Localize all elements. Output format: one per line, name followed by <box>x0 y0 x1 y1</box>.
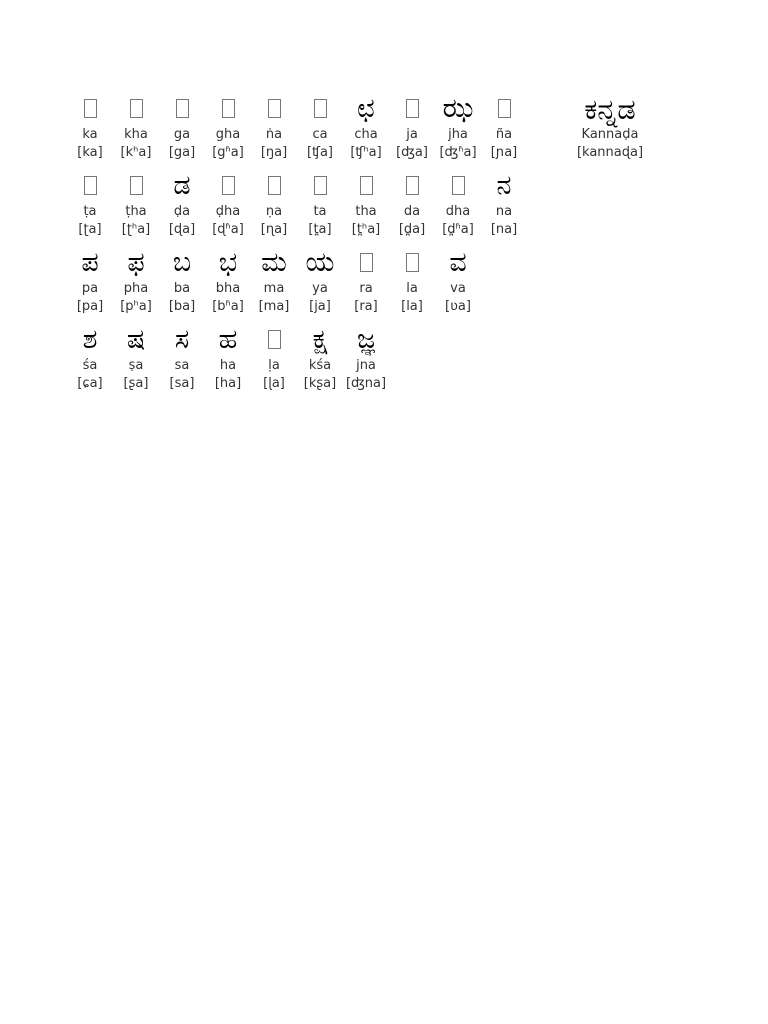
consonant-romanization: va <box>450 281 466 296</box>
consonant-cell <box>435 246 481 323</box>
consonant-cell <box>205 246 251 323</box>
consonant-cell <box>389 169 435 246</box>
consonant-romanization: cha <box>354 127 378 142</box>
consonant-row <box>67 246 527 323</box>
consonant-ipa: [ka] <box>77 145 103 160</box>
consonant-cell <box>251 323 297 400</box>
consonant-romanization: ka <box>82 127 98 142</box>
consonant-cell <box>205 323 251 400</box>
consonant-cell <box>389 246 435 323</box>
consonant-romanization: jna <box>356 358 376 373</box>
consonant-ipa: [ɭa] <box>263 376 285 391</box>
consonant-ipa: [kʂa] <box>303 376 337 391</box>
consonant-ipa: [ɖa] <box>168 222 196 237</box>
missing-glyph-box <box>113 169 159 203</box>
consonant-cell <box>205 169 251 246</box>
consonant-ipa: [ɖʱa] <box>212 222 244 237</box>
consonant-ipa: [ʤa] <box>396 145 428 160</box>
missing-glyph-box <box>343 246 389 280</box>
consonant-romanization: ca <box>312 127 328 142</box>
consonant-cell <box>343 169 389 246</box>
missing-glyph-box <box>389 92 435 126</box>
consonant-ipa: [ba] <box>168 299 196 314</box>
language-title-name: Kannaḍa <box>581 127 639 142</box>
missing-glyph-box <box>67 169 113 203</box>
consonant-cell <box>297 323 343 400</box>
consonant-romanization: ra <box>359 281 373 296</box>
consonant-glyph: ನ <box>496 170 512 201</box>
consonant-cell <box>481 92 527 169</box>
consonant-ipa: [t̪a] <box>308 222 332 237</box>
missing-glyph-box <box>67 92 113 126</box>
consonant-cell <box>113 92 159 169</box>
consonant-cell <box>159 92 205 169</box>
consonant-romanization: la <box>406 281 418 296</box>
consonant-cell <box>113 323 159 400</box>
consonant-cell <box>67 169 113 246</box>
consonant-romanization: ña <box>495 127 513 142</box>
consonant-ipa: [ra] <box>354 299 378 314</box>
language-title-ipa: [kannaɖa] <box>576 145 644 160</box>
consonant-romanization: pa <box>81 281 99 296</box>
consonant-glyph: ಮ <box>261 247 287 278</box>
consonant-ipa: [t̪ʰa] <box>351 222 381 237</box>
consonant-ipa: [ɕa] <box>77 376 103 391</box>
consonant-romanization: gha <box>215 127 241 142</box>
language-title <box>566 92 654 161</box>
consonant-cell <box>251 246 297 323</box>
consonant-cell <box>67 92 113 169</box>
consonant-cell <box>205 92 251 169</box>
consonant-romanization: bha <box>215 281 241 296</box>
consonant-romanization: pha <box>123 281 149 296</box>
consonant-row <box>67 92 527 169</box>
consonant-cell <box>113 169 159 246</box>
consonant-cell <box>113 246 159 323</box>
consonant-ipa: [ja] <box>309 299 331 314</box>
missing-glyph-box <box>205 92 251 126</box>
missing-glyph-box <box>481 92 527 126</box>
consonant-ipa: [ʧʰa] <box>350 145 382 160</box>
consonant-romanization: śa <box>82 358 98 373</box>
consonant-romanization: da <box>403 204 421 219</box>
missing-glyph-box <box>435 169 481 203</box>
consonant-ipa: [pa] <box>76 299 104 314</box>
missing-glyph-box <box>251 323 297 357</box>
consonant-chart <box>67 92 527 400</box>
consonant-romanization: ja <box>406 127 418 142</box>
missing-glyph-box <box>205 169 251 203</box>
consonant-romanization: ta <box>313 204 327 219</box>
consonant-ipa: [ʧa] <box>306 145 334 160</box>
consonant-ipa: [ɳa] <box>260 222 288 237</box>
consonant-ipa: [ʋa] <box>445 299 471 314</box>
consonant-ipa: [la] <box>401 299 423 314</box>
consonant-cell <box>481 169 527 246</box>
consonant-glyph: ಕ್ಷ <box>312 324 328 355</box>
consonant-cell <box>297 246 343 323</box>
consonant-ipa: [ga] <box>168 145 196 160</box>
consonant-romanization: ṇa <box>265 204 283 219</box>
consonant-glyph: ಝ <box>442 93 474 124</box>
consonant-cell <box>297 169 343 246</box>
consonant-romanization: ṭha <box>125 204 147 219</box>
consonant-ipa: [gʱa] <box>212 145 244 160</box>
consonant-cell <box>159 323 205 400</box>
consonant-ipa: [bʱa] <box>212 299 244 314</box>
missing-glyph-box <box>297 92 343 126</box>
consonant-cell <box>343 323 389 400</box>
consonant-ipa: [ʂa] <box>123 376 149 391</box>
consonant-romanization: ba <box>173 281 191 296</box>
missing-glyph-box <box>343 169 389 203</box>
missing-glyph-box <box>251 92 297 126</box>
consonant-cell <box>343 246 389 323</box>
consonant-glyph: ಷ <box>126 324 146 355</box>
consonant-glyph: ಪ <box>81 247 99 278</box>
consonant-ipa: [ha] <box>214 376 242 391</box>
consonant-ipa: [pʰa] <box>120 299 152 314</box>
consonant-cell <box>67 323 113 400</box>
consonant-glyph: ಹ <box>218 324 238 355</box>
consonant-glyph: ಛ <box>357 93 375 124</box>
consonant-row <box>67 169 527 246</box>
consonant-romanization: na <box>495 204 513 219</box>
missing-glyph-box <box>389 246 435 280</box>
consonant-glyph: ಶ <box>82 324 98 355</box>
consonant-romanization: ḍha <box>215 204 241 219</box>
consonant-romanization: ṅa <box>265 127 283 142</box>
consonant-ipa: [ʈʰa] <box>121 222 151 237</box>
consonant-cell <box>159 169 205 246</box>
consonant-cell <box>251 169 297 246</box>
missing-glyph-box <box>113 92 159 126</box>
consonant-row <box>67 323 527 400</box>
consonant-ipa: [ŋa] <box>260 145 288 160</box>
consonant-romanization: ga <box>173 127 191 142</box>
consonant-ipa: [ɲa] <box>490 145 518 160</box>
consonant-cell <box>159 246 205 323</box>
consonant-ipa: [ʤʱa] <box>439 145 477 160</box>
consonant-romanization: ṭa <box>83 204 97 219</box>
consonant-ipa: [kʰa] <box>120 145 152 160</box>
consonant-ipa: [ma] <box>258 299 290 314</box>
missing-glyph-box <box>251 169 297 203</box>
consonant-cell <box>435 92 481 169</box>
language-title-script: ಕನ್ನಡ <box>584 92 636 126</box>
missing-glyph-box <box>159 92 205 126</box>
consonant-glyph: ಸ <box>174 324 190 355</box>
consonant-romanization: ha <box>219 358 237 373</box>
consonant-romanization: ṣa <box>128 358 144 373</box>
consonant-romanization: ya <box>312 281 328 296</box>
consonant-glyph: ಫ <box>127 247 145 278</box>
consonant-ipa: [sa] <box>169 376 195 391</box>
missing-glyph-box <box>297 169 343 203</box>
consonant-cell <box>343 92 389 169</box>
consonant-cell <box>251 92 297 169</box>
consonant-romanization: ḷa <box>268 358 280 373</box>
consonant-cell <box>297 92 343 169</box>
consonant-ipa: [na] <box>490 222 518 237</box>
consonant-ipa: [d̪ʱa] <box>442 222 474 237</box>
consonant-glyph: ಬ <box>172 247 192 278</box>
consonant-cell <box>67 246 113 323</box>
consonant-romanization: ma <box>263 281 285 296</box>
consonant-cell <box>389 92 435 169</box>
consonant-cell <box>435 169 481 246</box>
consonant-glyph: ವ <box>449 247 467 278</box>
consonant-glyph: ಡ <box>173 170 191 201</box>
consonant-glyph: ಯ <box>305 247 335 278</box>
consonant-glyph: ಭ <box>218 247 238 278</box>
consonant-glyph: ಜ್ಞ <box>357 324 375 355</box>
consonant-romanization: ḍa <box>173 204 191 219</box>
consonant-romanization: sa <box>174 358 190 373</box>
consonant-romanization: dha <box>445 204 471 219</box>
consonant-ipa: [ʈa] <box>78 222 102 237</box>
missing-glyph-box <box>389 169 435 203</box>
consonant-romanization: kha <box>124 127 148 142</box>
consonant-romanization: tha <box>355 204 377 219</box>
consonant-romanization: jha <box>448 127 468 142</box>
consonant-romanization: kśa <box>308 358 332 373</box>
consonant-ipa: [ʤna] <box>345 376 387 391</box>
consonant-ipa: [d̪a] <box>398 222 426 237</box>
